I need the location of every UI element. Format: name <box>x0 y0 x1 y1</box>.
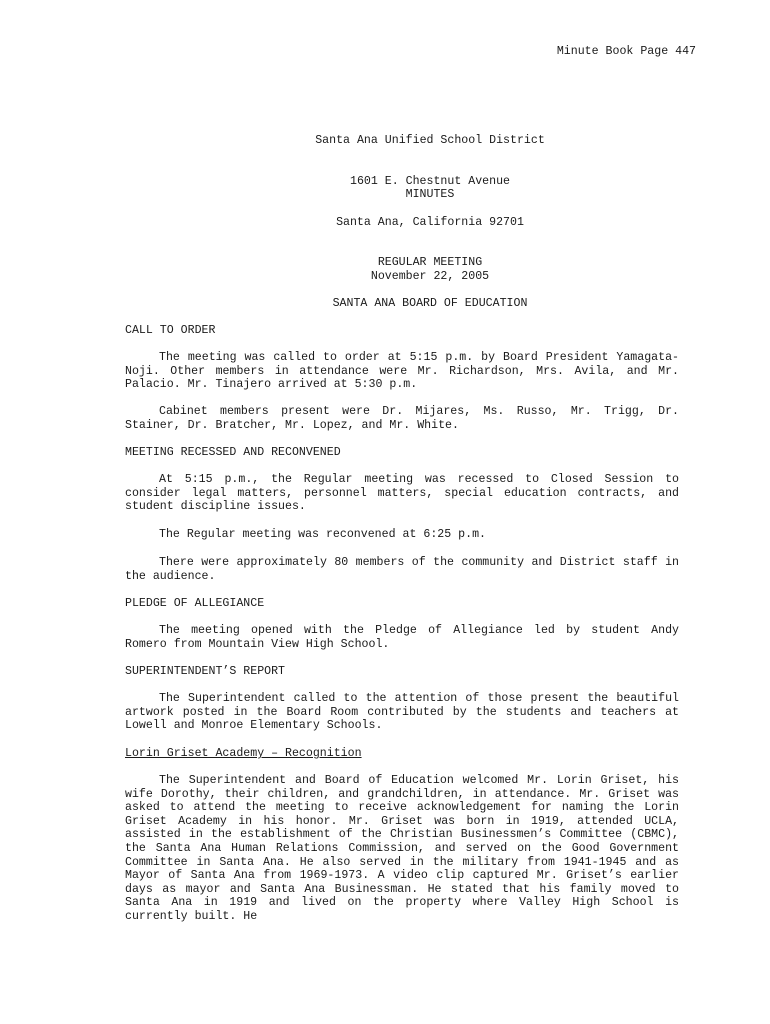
district-name: Santa Ana Unified School District <box>315 134 545 148</box>
page-number: Minute Book Page 447 <box>556 45 696 58</box>
call-to-order-paragraph-1: The meeting was called to order at 5:15 p.m. by Board President Yamagata-Noji. Other members in attendance were Mr. Richardson, Mrs. Avila, and Mr. Palacio. Mr. Tinajero arrived at 5:30 p.m. <box>125 351 679 392</box>
griset-heading: Lorin Griset Academy – Recognition <box>125 747 362 760</box>
meeting-date: November 22, 2005 <box>370 270 490 283</box>
recess-paragraph-3: There were approximately 80 members of the community and District staff in the audience. <box>125 556 679 583</box>
superintendent-paragraph-1: The Superintendent called to the attention of those present the beautiful artwork posted in the Board Room contributed by the students and teachers at Lowell and Monroe Elementary Schools. <box>125 692 679 733</box>
district-address: 1601 E. Chestnut Avenue <box>349 174 511 188</box>
call-to-order-heading: CALL TO ORDER <box>125 324 216 337</box>
recess-paragraph-1: At 5:15 p.m., the Regular meeting was recessed to Closed Session to consider legal matters, personnel matters, special education contracts, and student discipline issues. <box>125 473 679 514</box>
minutes-title: MINUTES <box>405 188 455 201</box>
recess-heading: MEETING RECESSED AND RECONVENED <box>125 446 341 459</box>
board-name: SANTA ANA BOARD OF EDUCATION <box>332 296 528 310</box>
pledge-heading: PLEDGE OF ALLEGIANCE <box>125 597 265 610</box>
call-to-order-paragraph-2: Cabinet members present were Dr. Mijares, Ms. Russo, Mr. Trigg, Dr. Stainer, Dr. Bratcher, Mr. Lopez, and Mr. White. <box>125 405 679 432</box>
district-city: Santa Ana, California 92701 <box>336 215 524 229</box>
pledge-paragraph-1: The meeting opened with the Pledge of Allegiance led by student Andy Romero from Mountain View High School. <box>125 624 679 651</box>
meeting-type: REGULAR MEETING <box>377 256 483 270</box>
recess-paragraph-2: The Regular meeting was reconvened at 6:25 p.m. <box>159 528 486 541</box>
superintendent-heading: SUPERINTENDENT’S REPORT <box>125 665 286 678</box>
griset-paragraph-1: The Superintendent and Board of Education welcomed Mr. Lorin Griset, his wife Dorothy, their children, and grandchildren, in attendance. Mr. Griset was asked to attend the meeting to receive acknowledgement for naming the Lorin Griset Academy in his honor. Mr. Griset was born in 1919, attended UCLA, assisted in the establishment of the Christian Businessmen’s Committee (CBMC), the Santa Ana Human Relations Commission, and served on the Good Government Committee in Santa Ana. He also served in the military from 1941-1945 and as Mayor of Santa Ana from 1969-1973. A video clip captured Mr. Griset’s earlier days as mayor and Santa Ana Businessman. He stated that his family moved to Santa Ana in 1919 and lived on the property where Valley High School is currently built. He <box>125 774 679 923</box>
